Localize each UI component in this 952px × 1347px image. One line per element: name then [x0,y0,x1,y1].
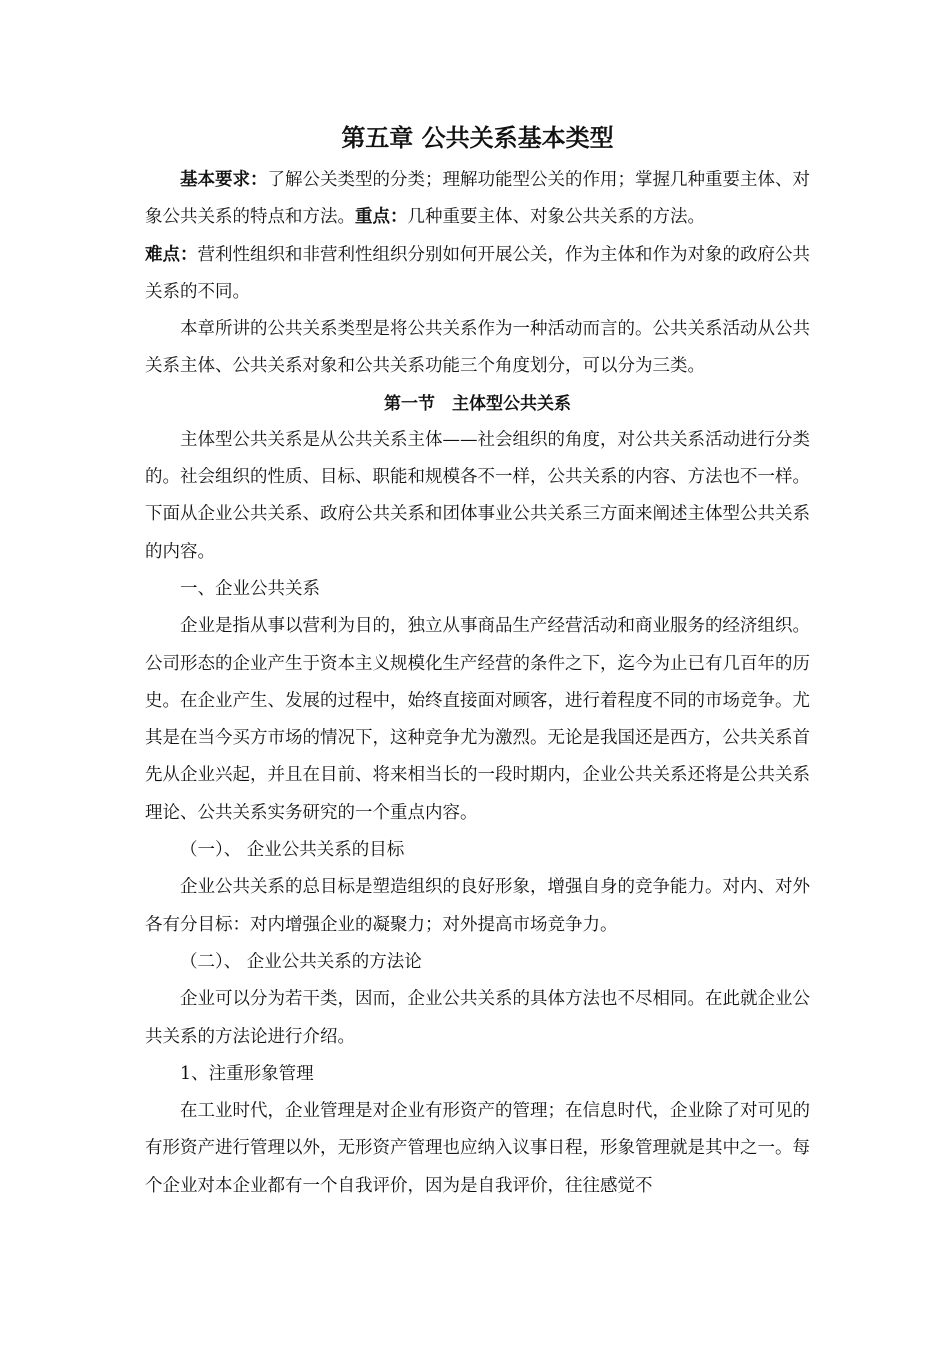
method-heading: （二）、 企业公共关系的方法论 [180,951,422,972]
method-paragraph: 企业可以分为若干类，因而，企业公共关系的具体方法也不尽相同。在此就企业公共关系的方法论进行介绍。 [145,989,810,1047]
key-points-label: 重点： [355,207,408,228]
point1-paragraph: 在工业时代，企业管理是对企业有形资产的管理；在信息时代，企业除了对可见的有形资产进行管理以外，无形资产管理也应纳入议事日程，形象管理就是其中之一。每个企业对本企业都有一个自我评价，因为是自我评价，往往感觉不 [145,1101,810,1196]
enterprise-paragraph: 企业是指从事以营利为目的，独立从事商品生产经营活动和商业服务的经济组织。公司形态的企业产生于资本主义规模化生产经营的条件之下，迄今为止已有几百年的历史。在企业产生、发展的过程中，始终直接面对顾客，进行着程度不同的市场竞争。尤其是在当今买方市场的情况下，这种竞争尤为激烈。无论是我国还是西方，公共关系首先从企业兴起，并且在目前、将来相当长的一段时期内，企业公共关系还将是公共关系理论、公共关系实务研究的一个重点内容。 [145,616,810,823]
document-page [145,118,810,1205]
goal-paragraph: 企业公共关系的总目标是塑造组织的良好形象，增强自身的竞争能力。对内、对外各有分目标：对内增强企业的凝聚力；对外提高市场竞争力。 [145,877,810,935]
section-title: 第一节 主体型公共关系 [384,393,571,414]
requirements-paragraph [145,162,810,237]
basic-requirements-label: 基本要求： [180,170,268,190]
subsection-heading-enterprise: 一、企业公共关系 [180,578,320,599]
chapter-intro-paragraph: 本章所讲的公共关系类型是将公共关系作为一种活动而言的。公共关系活动从公共关系主体、公共关系对象和公共关系功能三个角度划分，可以分为三类。 [145,319,810,377]
section-intro-paragraph: 主体型公共关系是从公共关系主体——社会组织的角度，对公共关系活动进行分类的。社会组织的性质、目标、职能和规模各不一样，公共关系的内容、方法也不一样。下面从企业公共关系、政府公共关系和团体事业公共关系三方面来阐述主体型公共关系的内容。 [145,429,810,562]
basic-requirements-text: 了解公关类型的分类；理解功能型公关的作用；掌握几种重要主体、对象公共关系的特点和方法。 [145,170,810,228]
goal-heading: （一）、 企业公共关系的目标 [180,840,405,861]
chapter-title: 第五章 公共关系基本类型 [341,123,614,152]
key-points-text: 几种重要主体、对象公共关系的方法。 [407,207,705,228]
difficult-points-text: 营利性组织和非营利性组织分别如何开展公关，作为主体和作为对象的政府公共关系的不同。 [145,244,810,302]
difficult-points-paragraph [145,237,810,312]
difficult-points-label: 难点： [145,244,198,265]
point1-heading: 1、注重形象管理 [180,1063,314,1084]
